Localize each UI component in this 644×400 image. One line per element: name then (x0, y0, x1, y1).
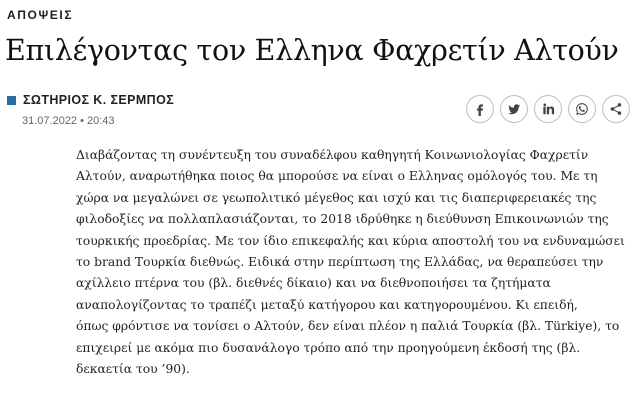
body-line: αναπολογίζοντας το τραπέζι μεταξύ κατήγορου και κατηγορουμένου. Κι επειδή, (76, 297, 578, 312)
facebook-share-button[interactable] (466, 95, 494, 123)
section-label[interactable]: ΑΠΟΨΕΙΣ (7, 8, 74, 22)
author-marker (7, 96, 16, 105)
linkedin-icon (541, 102, 555, 116)
twitter-share-button[interactable] (500, 95, 528, 123)
body-line: δεκαετία του ’90). (76, 362, 190, 377)
body-line: επιχειρεί με ακόμα πιο δυσανάλογο τρόπο από την προηγούμενη έκδοσή της (βλ. (76, 340, 581, 355)
body-line: Αλτούν, αναρωτήθηκα ποιος θα μπορούσε να είναι ο Ελληνας ομόλογός του. Με τη (76, 169, 598, 184)
body-line: τουρκικής προεδρίας. Με τον ίδιο επικεφαλής και κύρια αποστολή του να ενδυναμώσει (76, 233, 625, 248)
share-button[interactable] (602, 95, 630, 123)
twitter-icon (507, 102, 521, 116)
body-line: φιλοδοξίες να πολλαπλασιάζονται, το 2018 ιδρύθηκε η διεύθυνση Επικοινωνιών της (76, 212, 609, 227)
body-line: αχίλλειο πτέρνα του (βλ. διεθνές δίκαιο) και να διεθνοποιήσει τα ζητήματα (76, 276, 551, 291)
article-body (76, 145, 636, 380)
whatsapp-icon (575, 102, 589, 116)
body-line: το brand Τουρκία διεθνώς. Ειδικά στην περίπτωση της Ελλάδας, να θεραπεύσει την (76, 255, 604, 270)
article-title: Επιλέγοντας τον Ελληνα Φαχρετίν Αλτούν (5, 34, 619, 67)
linkedin-share-button[interactable] (534, 95, 562, 123)
whatsapp-share-button[interactable] (568, 95, 596, 123)
body-line: χώρα να μεγαλώνει σε γεωπολιτικό μέγεθος και ισχύ και τις διαπεριφερειακές της (76, 190, 597, 205)
share-icon (609, 102, 623, 116)
facebook-icon (473, 102, 487, 116)
body-line: Διαβάζοντας τη συνέντευξη του συναδέλφου καθηγητή Κοινωνιολογίας Φαχρετίν (76, 148, 589, 162)
byline (7, 93, 174, 107)
share-bar (466, 95, 630, 123)
author-name[interactable]: ΣΩΤΗΡΙΟΣ Κ. ΣΕΡΜΠΟΣ (23, 93, 175, 107)
body-line: όπως φρόντισε να τονίσει ο Αλτούν, δεν είναι πλέον η παλιά Τουρκία (βλ. Türkiye), το (76, 319, 620, 334)
publish-date: 31.07.2022 • 20:43 (22, 115, 115, 127)
